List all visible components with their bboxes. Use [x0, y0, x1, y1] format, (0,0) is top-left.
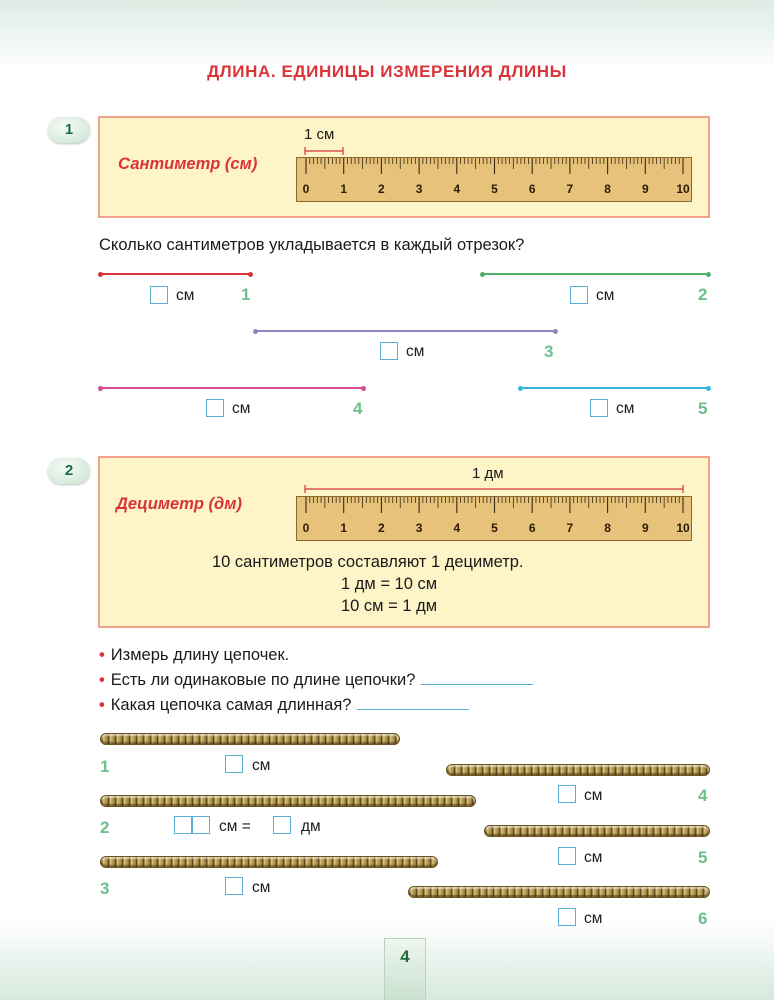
chain-2-answer-box-tens[interactable]: [174, 816, 192, 834]
chain-1-number: 1: [100, 757, 110, 776]
segment-2-unit: см: [596, 287, 615, 304]
page-number: 4: [384, 938, 426, 1000]
bullet-1: [99, 646, 289, 665]
bullet-2-answer-line[interactable]: [421, 671, 533, 685]
segment-1-start-dot: [98, 272, 103, 277]
chain-3: [100, 856, 438, 868]
ruler-tick-label: 0: [302, 182, 310, 196]
bullet-1-text: Измерь длину цепочек.: [110, 646, 290, 664]
chain-4-answer-box[interactable]: [558, 785, 576, 803]
chain-5: [484, 825, 710, 837]
ruler-tick-label: 4: [453, 521, 461, 535]
ruler-tick-label: 1: [340, 521, 348, 535]
chain-1-answer-box[interactable]: [225, 755, 243, 773]
chain-3-unit: см: [252, 879, 271, 896]
ruler-1-cm-bracket: [300, 146, 350, 156]
segment-4-end-dot: [361, 386, 366, 391]
ruler-2-caption: 1 дм: [472, 465, 504, 482]
chain-6-number: 6: [698, 909, 708, 928]
bullet-2-marker: •: [99, 671, 105, 689]
segment-4-unit: см: [232, 400, 251, 417]
segment-1-end-dot: [248, 272, 253, 277]
bullet-3-marker: •: [99, 696, 105, 714]
centimeter-label: Сантиметр (см): [118, 155, 258, 173]
chain-2: [100, 795, 476, 807]
chain-4-unit: см: [584, 787, 603, 804]
segment-3-answer-box[interactable]: [380, 342, 398, 360]
segment-3-start-dot: [253, 329, 258, 334]
ruler-tick-label: 0: [302, 521, 310, 535]
segment-3: [255, 330, 556, 332]
bullet-3-text: Какая цепочка самая длинная?: [110, 696, 352, 714]
chain-1: [100, 733, 400, 745]
ruler-tick-label: 5: [491, 521, 498, 535]
segment-4-answer-box[interactable]: [206, 399, 224, 417]
segment-2: [482, 273, 709, 275]
chain-5-unit: см: [584, 849, 603, 866]
segment-3-unit: см: [406, 343, 425, 360]
segment-3-number: 3: [544, 342, 554, 361]
ruler-tick-label: 7: [566, 521, 574, 535]
ruler-2-dm-bracket: [300, 484, 690, 494]
segment-1-answer-box[interactable]: [150, 286, 168, 304]
bullet-3-answer-line[interactable]: [357, 696, 469, 710]
chain-2-answer-box-dm[interactable]: [273, 816, 291, 834]
ruler-tick-label: 2: [378, 182, 385, 196]
segment-4-start-dot: [98, 386, 103, 391]
chain-5-number: 5: [698, 848, 708, 867]
chain-2-unit-cm: см =: [219, 818, 251, 835]
chain-4: [446, 764, 710, 776]
ruler-tick-label: 6: [528, 521, 536, 535]
decimeter-rule-line-1: 10 сантиметров составляют 1 дециметр.: [212, 553, 524, 571]
page-title: ДЛИНА. ЕДИНИЦЫ ИЗМЕРЕНИЯ ДЛИНЫ: [207, 62, 567, 81]
ruler-tick-label: 3: [415, 182, 423, 196]
segment-1: [100, 273, 251, 275]
segment-5-answer-box[interactable]: [590, 399, 608, 417]
ruler-tick-label: 2: [378, 521, 385, 535]
ruler-tick-label: 9: [641, 182, 649, 196]
chain-3-answer-box[interactable]: [225, 877, 243, 895]
segment-2-answer-box[interactable]: [570, 286, 588, 304]
ruler-tick-label: 4: [453, 182, 461, 196]
ruler-tick-label: 7: [566, 182, 574, 196]
segment-5-end-dot: [706, 386, 711, 391]
chain-2-unit-dm: дм: [301, 818, 321, 835]
segment-4-number: 4: [353, 399, 363, 418]
ruler-tick-label: 9: [641, 521, 649, 535]
task-1-question: Сколько сантиметров укладывается в каждый отрезок?: [99, 236, 525, 254]
segment-5: [520, 387, 709, 389]
ruler-tick-label: 6: [528, 182, 536, 196]
ruler-tick-label: 3: [415, 521, 423, 535]
chain-4-number: 4: [698, 786, 708, 805]
bullet-2-text: Есть ли одинаковые по длине цепочки?: [110, 671, 416, 689]
ruler-tick-label: 1: [340, 182, 348, 196]
ruler-1-caption: 1 см: [304, 126, 335, 143]
decimeter-label: Дециметр (дм): [116, 495, 242, 513]
task-2-badge: 2: [48, 458, 90, 484]
chain-3-number: 3: [100, 879, 110, 898]
decimeter-rule-line-3: 10 см = 1 дм: [341, 597, 438, 615]
bullet-3: [99, 696, 469, 715]
task-1-badge: 1: [48, 117, 90, 143]
ruler-tick-label: 5: [491, 182, 498, 196]
segment-2-start-dot: [480, 272, 485, 277]
segment-5-unit: см: [616, 400, 635, 417]
ruler-tick-label: 10: [676, 182, 690, 196]
chain-2-number: 2: [100, 818, 110, 837]
ruler-tick-label: 8: [604, 521, 611, 535]
chain-2-answer-box-ones[interactable]: [192, 816, 210, 834]
bullet-1-marker: •: [99, 646, 105, 664]
segment-5-number: 5: [698, 399, 708, 418]
chain-1-unit: см: [252, 757, 271, 774]
segment-1-unit: см: [176, 287, 195, 304]
segment-2-end-dot: [706, 272, 711, 277]
decimeter-rule-line-2: 1 дм = 10 см: [341, 575, 438, 593]
segment-4: [100, 387, 364, 389]
segment-5-start-dot: [518, 386, 523, 391]
bullet-2: [99, 671, 533, 690]
chain-6-answer-box[interactable]: [558, 908, 576, 926]
chain-6-unit: см: [584, 910, 603, 927]
ruler-tick-label: 10: [676, 521, 690, 535]
segment-1-number: 1: [241, 285, 251, 304]
segment-3-end-dot: [553, 329, 558, 334]
chain-6: [408, 886, 710, 898]
ruler-tick-label: 8: [604, 182, 611, 196]
segment-2-number: 2: [698, 285, 708, 304]
chain-5-answer-box[interactable]: [558, 847, 576, 865]
